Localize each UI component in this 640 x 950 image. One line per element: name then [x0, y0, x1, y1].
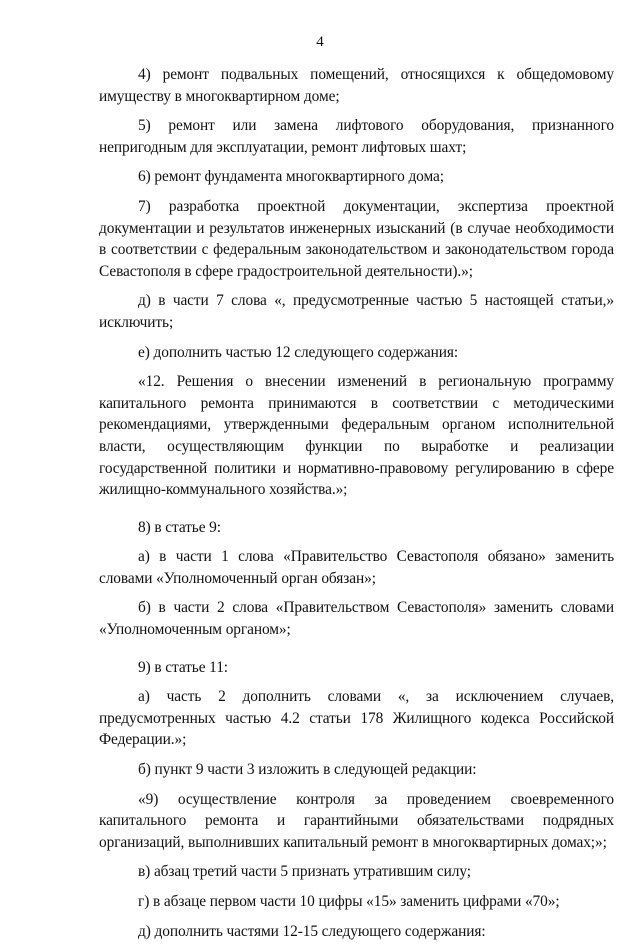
paragraph-item-7: 7) разработка проектной документации, экспертиза проектной документации и результатов инженерных изысканий (в случае необходимости в соответствии с федеральным законодательством и законодательством города Севастополя в сфере градостроительной деятельности).»;: [99, 197, 614, 280]
paragraph-article-11-clause-b: б) пункт 9 части 3 изложить в следующей редакции:: [138, 761, 477, 779]
paragraph-item-5: 5) ремонт или замена лифтового оборудования, признанного непригодным для эксплуатации, ремонт лифтовых шахт;: [99, 117, 614, 156]
paragraph-article-9-clause-a: а) в части 1 слова «Правительство Севастополя обязано» заменить словами «Уполномоченный орган обязан»;: [99, 548, 614, 587]
paragraph-item-4: 4) ремонт подвальных помещений, относящихся к общедомовому имуществу в многоквартирном доме;: [99, 66, 614, 105]
paragraph-quoted-item-9: «9) осуществление контроля за проведением своевременного капитального ремонта и гарантийными обязательствами подрядных организаций, выполнивших капитальный ремонт в многоквартирных домах;»;: [99, 790, 614, 851]
paragraph-item-6: 6) ремонт фундамента многоквартирного дома;: [138, 168, 444, 186]
paragraph-clause-d-part-7: д) в части 7 слова «, предусмотренные частью 5 настоящей статьи,» исключить;: [99, 292, 614, 331]
paragraph-article-9-heading: 8) в статье 9:: [138, 518, 221, 536]
page-number: 4: [316, 34, 324, 50]
paragraph-article-11-clause-g: г) в абзаце первом части 10 цифры «15» заменить цифрами «70»;: [138, 893, 560, 910]
document-body: [99, 64, 614, 950]
paragraph-clause-e-part-12: е) дополнить частью 12 следующего содержания:: [138, 343, 459, 361]
paragraph-article-11-clause-v: в) абзац третий части 5 признать утратившим силу;: [138, 863, 471, 881]
paragraph-quoted-part-12: «12. Решения о внесении изменений в региональную программу капитального ремонта принимаются в соответствии с методическими рекомендациями, утвержденными федеральным органом исполнительной власти, осуществляющим функции по выработке и реализации государственной политики и нормативно-правовому регулированию в сфере жилищно-коммунального хозяйства.»;: [99, 373, 614, 499]
paragraph-article-11-heading: 9) в статье 11:: [138, 658, 228, 676]
paragraph-article-9-clause-b: б) в части 2 слова «Правительством Севастополя» заменить словами «Уполномоченным органом»;: [99, 599, 614, 639]
paragraph-article-11-clause-a: а) часть 2 дополнить словами «, за исключением случаев, предусмотренных частью 4.2 статьи 178 Жилищного кодекса Российской Федерации.»;: [99, 688, 614, 749]
paragraph-article-11-clause-d: д) дополнить частями 12-15 следующего содержания:: [138, 922, 486, 940]
